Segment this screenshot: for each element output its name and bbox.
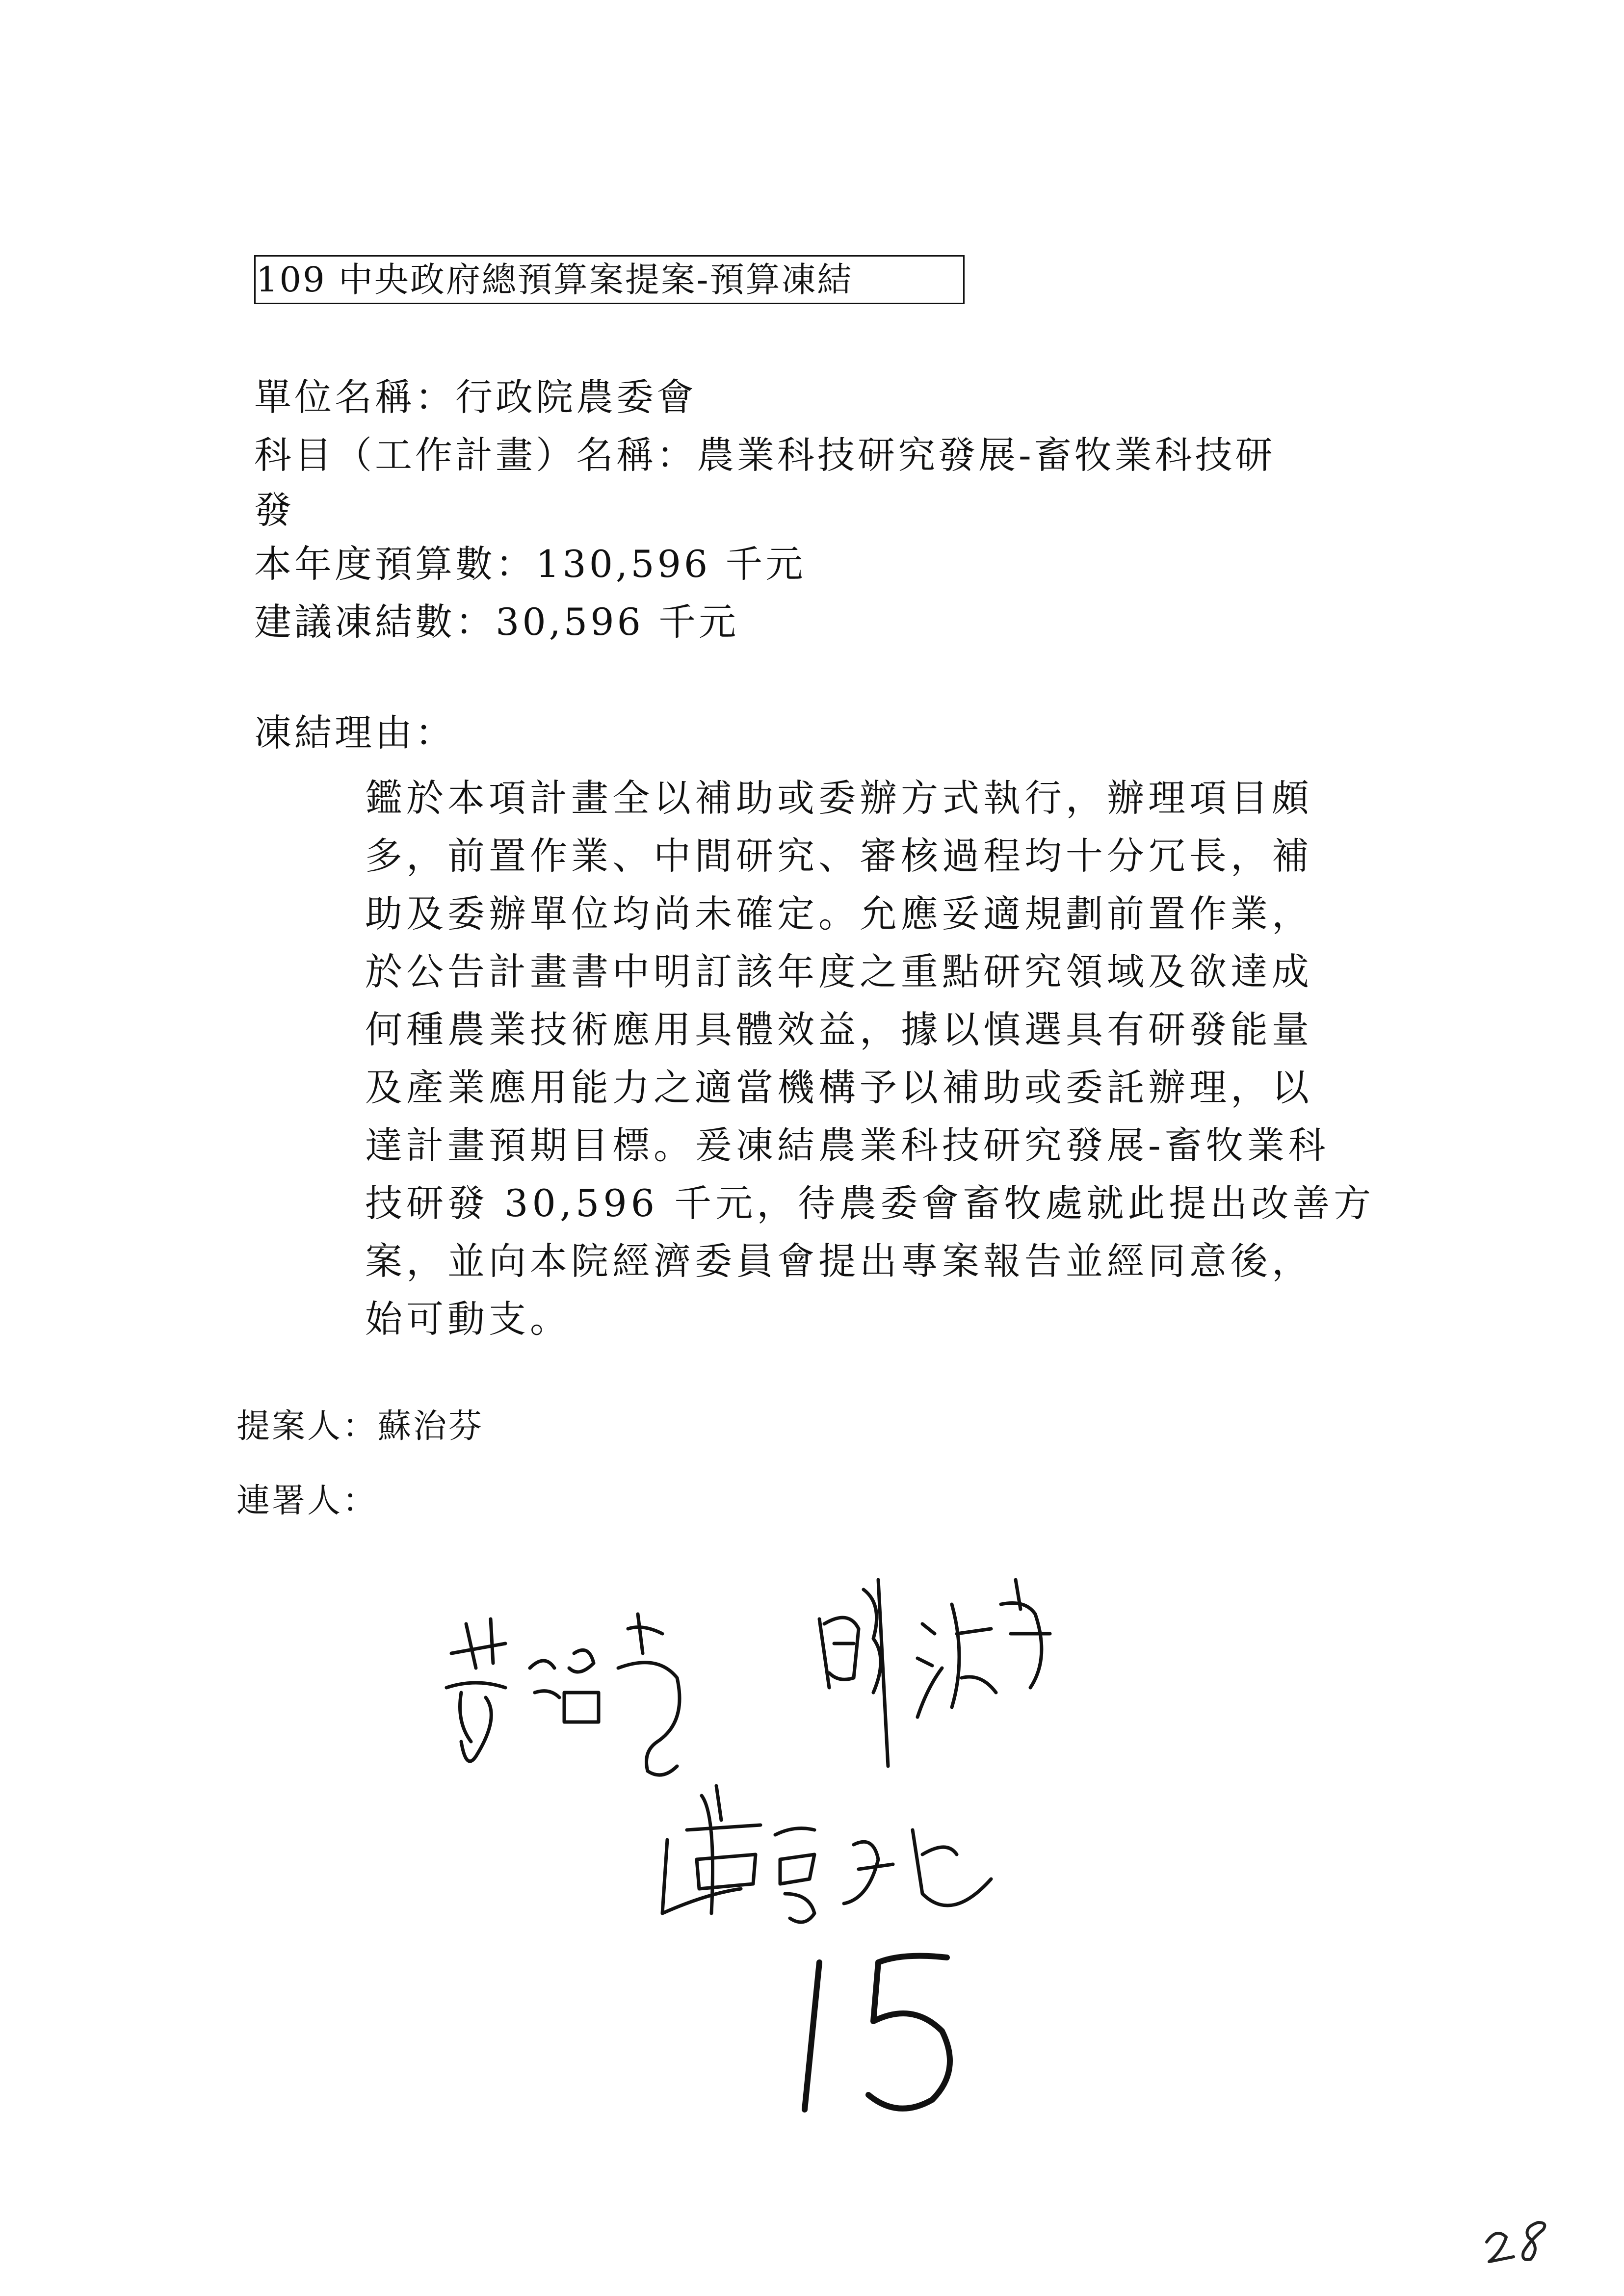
- reason-line: 技研發 30,596 千元，待農委會畜牧處就此提出改善方: [365, 1181, 1375, 1225]
- reason-line: 及產業應用能力之適當機構予以補助或委託辦理，以: [365, 1066, 1313, 1109]
- reason-line: 多，前置作業、中間研究、審核過程均十分冗長，補: [365, 834, 1313, 878]
- signature-chiu: [805, 1560, 1070, 1788]
- freeze-amount: 建議凍結數：30,596 千元: [254, 600, 739, 644]
- signature-chen: [648, 1766, 1021, 1945]
- reason-line: 案，並向本院經濟委員會提出專案報告並經同意後，: [365, 1239, 1313, 1283]
- reason-line: 於公告計畫書中明訂該年度之重點研究領域及欲達成: [365, 950, 1313, 993]
- proposal-title: 109 中央政府總預算案提案-預算凍結: [256, 260, 853, 300]
- page-number: [1477, 2208, 1555, 2276]
- reason-line: 鑑於本項計畫全以補助或委辦方式執行，辦理項目頗: [365, 776, 1313, 820]
- reason-heading: 凍結理由：: [254, 711, 455, 755]
- reason-paragraph: [365, 769, 1395, 1348]
- signature-area: [0, 1540, 1624, 2193]
- cosigners-label: 連署人：: [236, 1482, 378, 1520]
- reason-line: 何種農業技術應用具體效益，據以慎選具有研發能量: [365, 1008, 1313, 1051]
- proposer: 提案人：蘇治芬: [236, 1407, 484, 1446]
- subject-name-line2: 發: [254, 488, 294, 532]
- reason-line: 助及委辦單位均尚未確定。允應妥適規劃前置作業，: [365, 892, 1313, 936]
- unit-name: 單位名稱：行政院農委會: [254, 375, 697, 419]
- budget-amount: 本年度預算數：130,596 千元: [254, 542, 806, 586]
- reason-line: 始可動支。: [365, 1297, 571, 1341]
- subject-name-line1: 科目（工作計畫）名稱：農業科技研究發展-畜牧業科技研: [254, 433, 1276, 477]
- reason-line: 達計畫預期目標。爰凍結農業科技研究發展-畜牧業科: [365, 1123, 1330, 1167]
- handwritten-number: [785, 1948, 991, 2126]
